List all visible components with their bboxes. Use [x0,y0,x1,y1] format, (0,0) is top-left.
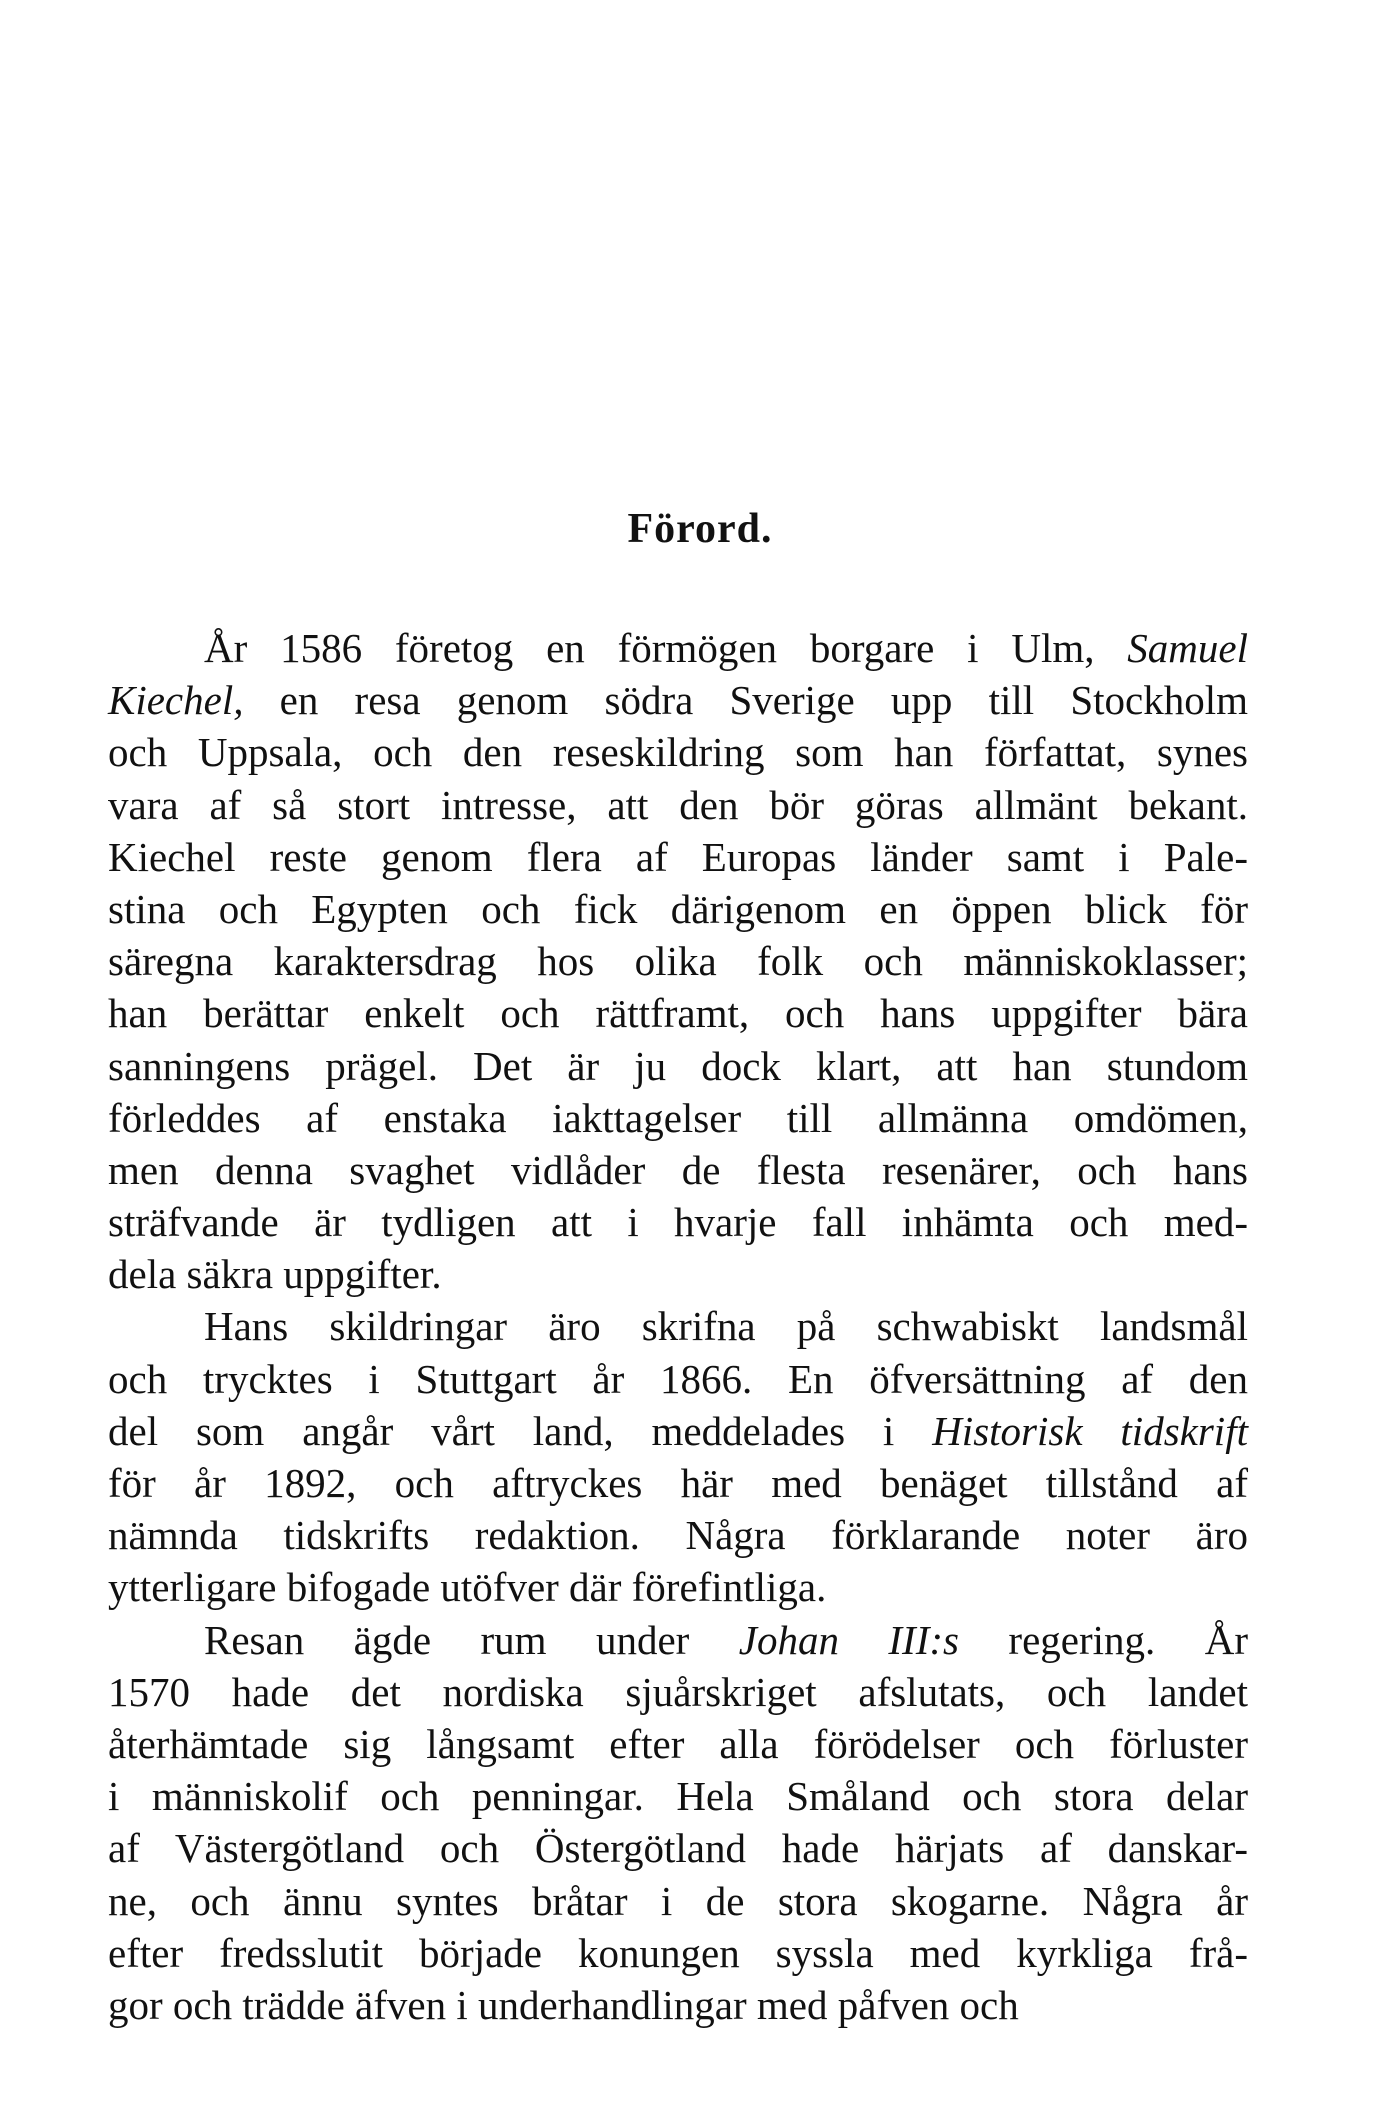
text-line [108,987,1248,1039]
text-segment: efter fredsslutit började konungen syssla med kyrkliga frå- [108,1929,1248,1976]
text-line [108,1248,1248,1300]
text-segment: del som angår vårt land, meddelades i [108,1407,933,1454]
text-segment: 1570 hade det nordiska sjuårskriget afslutats, och landet [108,1668,1248,1715]
text-line [108,883,1248,935]
text-line [108,1353,1248,1405]
text-segment: ytterligare bifogade utöfver där förefintliga. [108,1564,827,1611]
text-line [108,1718,1248,1770]
text-segment: vara af så stort intresse, att den bör göras allmänt bekant. [108,781,1248,828]
text-line [108,1770,1248,1822]
text-segment: och Uppsala, och den reseskildring som han författat, synes [108,729,1248,776]
text-line [108,935,1248,987]
text-segment: regering. År [958,1616,1248,1663]
text-line [108,831,1248,883]
italic-segment: Kiechel, [108,677,244,724]
text-segment: nämnda tidskrifts redaktion. Några förklarande noter äro [108,1512,1248,1559]
text-line [108,1979,1248,2031]
text-segment: ne, och ännu syntes bråtar i de stora skogarne. Några år [108,1877,1248,1924]
text-line [108,1822,1248,1874]
text-line [108,1457,1248,1509]
paragraph [108,1614,1248,2032]
text-segment: för år 1892, och aftryckes här med benäget tillstånd af [108,1460,1248,1506]
italic-segment: Johan III:s [738,1616,959,1663]
text-line [108,1927,1248,1979]
text-segment: och trycktes i Stuttgart år 1866. En öfversättning af den [108,1355,1248,1402]
paragraph [108,622,1248,1300]
italic-segment: Samuel [1127,625,1248,671]
paragraph [108,1300,1248,1613]
text-line [108,1875,1248,1927]
text-segment: sträfvande är tydligen att i hvarje fall inhämta och med- [108,1199,1248,1246]
italic-segment: Historisk tidskrift [932,1407,1248,1454]
text-line [108,726,1248,778]
text-segment: Hans skildringar äro skrifna på schwabiskt landsmål [204,1303,1248,1350]
text-line [108,674,1248,726]
text-segment: Kiechel reste genom flera af Europas länder samt i Pale- [108,833,1248,880]
text-segment: förleddes af enstaka iakttagelser till allmänna omdömen, [108,1094,1248,1141]
text-segment: stina och Egypten och fick därigenom en öppen blick för [108,885,1248,932]
text-segment: dela säkra uppgifter. [108,1251,442,1298]
text-segment: sanningens prägel. Det är ju dock klart, att han stundom [108,1042,1248,1089]
text-line [108,1561,1248,1613]
text-segment: men denna svaghet vidlåder de flesta resenärer, och hans [108,1146,1248,1193]
text-segment: År 1586 företog en förmögen borgare i Ulm, [204,625,1128,671]
text-line [108,1300,1248,1352]
page-title: Förord. [627,506,773,552]
text-line [108,1405,1248,1457]
text-line [108,1614,1248,1666]
text-segment: en resa genom södra Sverige upp till Stockholm [243,677,1248,724]
text-line [108,1092,1248,1144]
text-segment: af Västergötland och Östergötland hade härjats af danskar- [108,1825,1248,1872]
text-line [108,779,1248,831]
text-segment: i människolif och penningar. Hela Småland och stora delar [108,1773,1248,1820]
text-line [108,1196,1248,1248]
text-line [108,1040,1248,1092]
text-segment: han berättar enkelt och rättframt, och hans uppgifter bära [108,990,1248,1037]
text-segment: Resan ägde rum under [204,1616,739,1663]
text-line [108,1666,1248,1718]
text-segment: gor och trädde äfven i underhandlingar med påfven och [108,1981,1019,2028]
body-text [108,622,1248,2031]
text-segment: säregna karaktersdrag hos olika folk och människoklasser; [108,938,1248,985]
text-line [108,1509,1248,1561]
text-line [108,622,1248,674]
text-line [108,1144,1248,1196]
text-segment: återhämtade sig långsamt efter alla förödelser och förluster [108,1720,1248,1767]
